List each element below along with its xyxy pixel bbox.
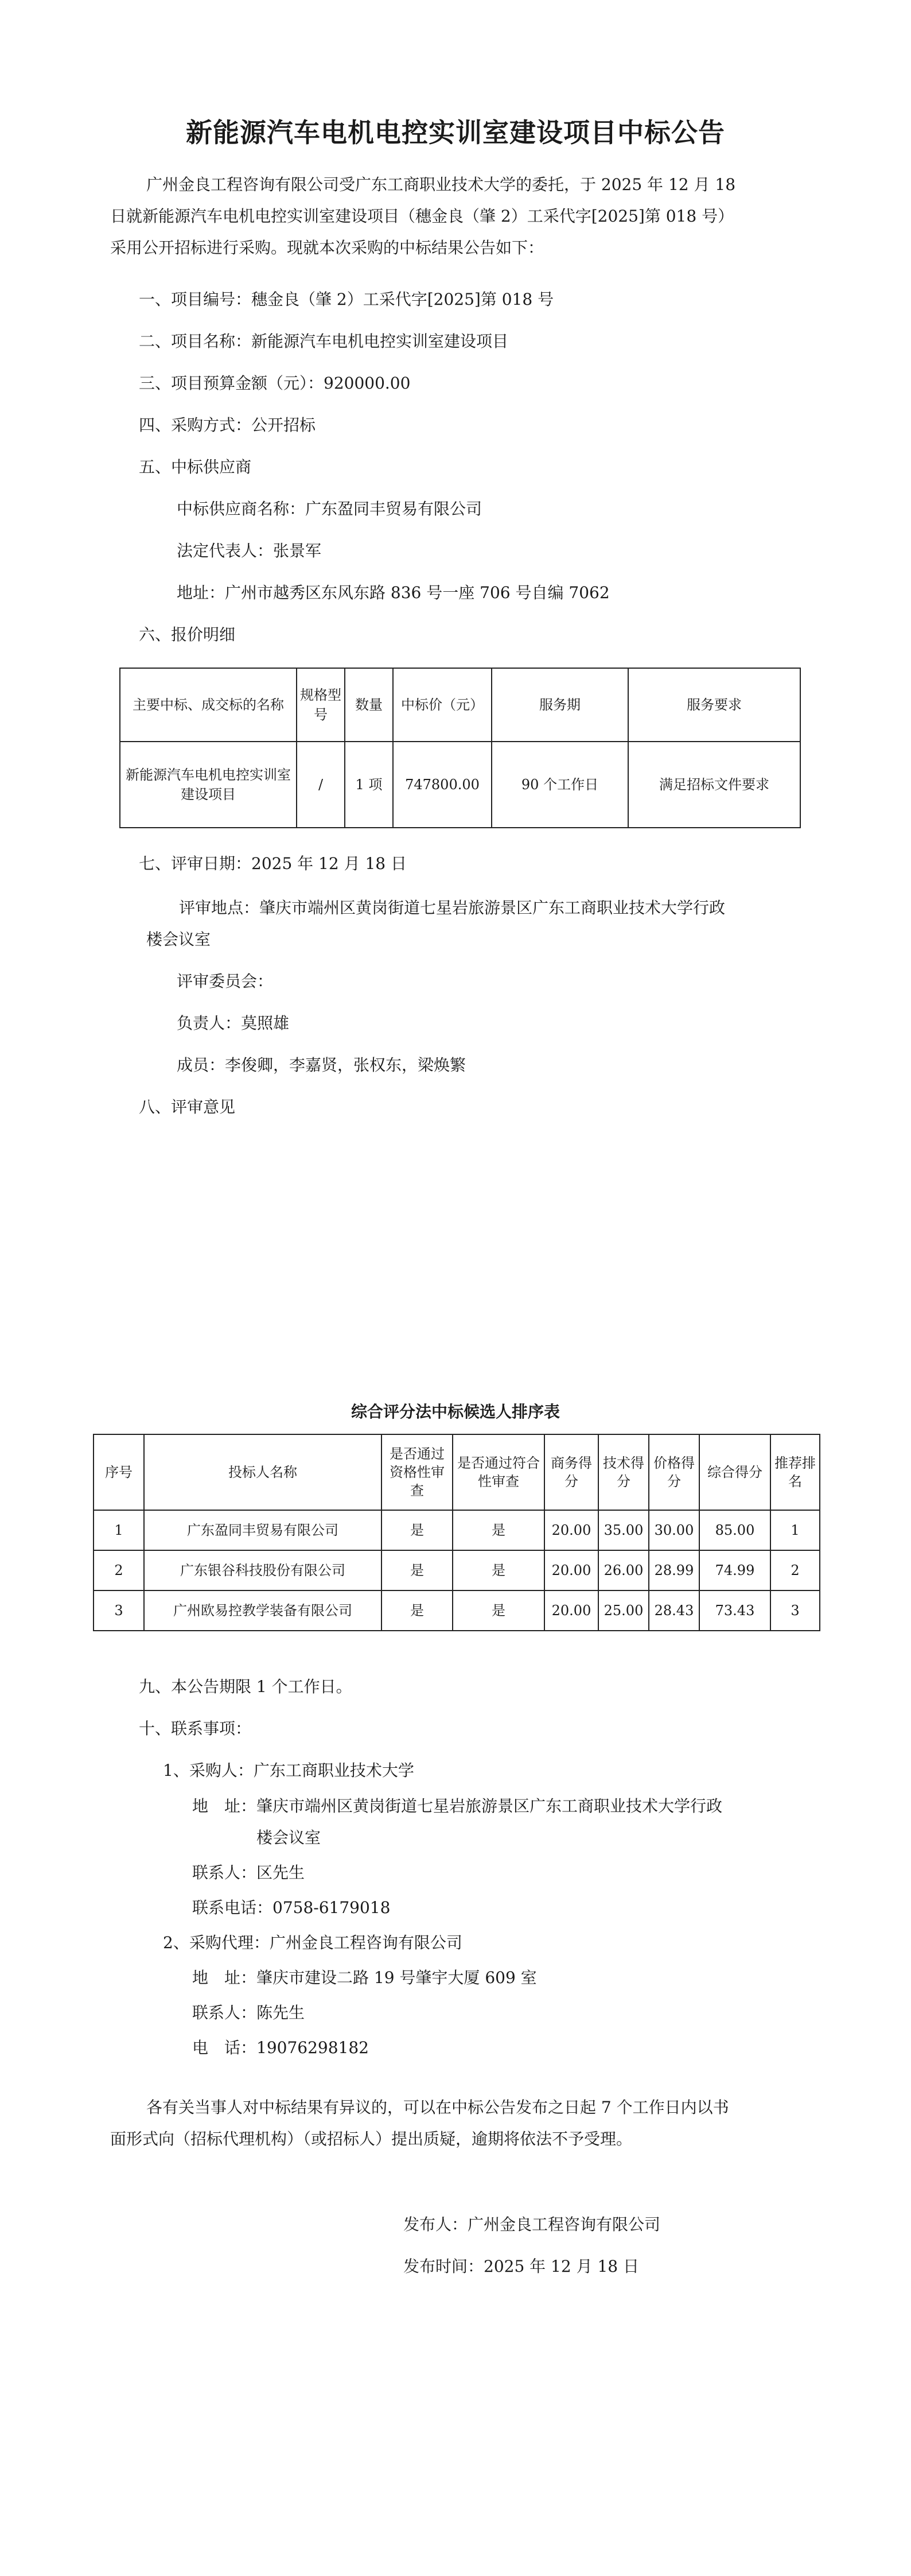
quote-cell-item: 新能源汽车电机电控实训室建设项目	[120, 742, 297, 828]
quote-header-qty: 数量	[345, 668, 393, 742]
ranking-cell: 是	[381, 1550, 453, 1590]
buyer-phone: 联系电话：0758-6179018	[192, 1898, 391, 1917]
ranking-cell: 1	[94, 1510, 144, 1550]
publish-time: 发布时间：2025 年 12 月 18 日	[403, 2257, 640, 2276]
ranking-cell: 广东银谷科技股份有限公司	[144, 1550, 381, 1590]
quote-header-item: 主要中标、成交标的名称	[120, 668, 297, 742]
page-title: 新能源汽车电机电控实训室建设项目中标公告	[186, 117, 725, 148]
publisher: 发布人：广州金良工程咨询有限公司	[403, 2215, 661, 2234]
review-date: 七、评审日期：2025 年 12 月 18 日	[139, 854, 407, 873]
quote-cell-qty: 1 项	[345, 742, 393, 828]
ranking-header-total: 综合得分	[699, 1434, 770, 1510]
buyer-address-label: 地 址：	[192, 1797, 257, 1815]
quote-header-period: 服务期	[492, 668, 628, 742]
ranking-cell: 广东盈同丰贸易有限公司	[144, 1510, 381, 1550]
ranking-cell: 3	[770, 1590, 820, 1631]
table-row	[94, 1590, 820, 1631]
table-row	[120, 742, 800, 828]
ranking-cell: 是	[381, 1590, 453, 1631]
table-row	[94, 1550, 820, 1590]
ranking-cell: 是	[381, 1510, 453, 1550]
ranking-header-qualification: 是否通过资格性审查	[381, 1434, 453, 1510]
buyer-address-line-2: 楼会议室	[256, 1828, 321, 1847]
ranking-header-compliance: 是否通过符合性审查	[453, 1434, 544, 1510]
ranking-table	[93, 1434, 820, 1631]
ranking-cell: 28.43	[649, 1590, 699, 1631]
ranking-header-rank: 推荐排名	[770, 1434, 820, 1510]
quote-table	[119, 668, 801, 828]
project-number: 一、项目编号：穗金良（肇 2）工采代字[2025]第 018 号	[139, 290, 554, 309]
notice-period: 九、本公告期限 1 个工作日。	[139, 1677, 352, 1696]
ranking-header-technical: 技术得分	[598, 1434, 649, 1510]
ranking-cell: 2	[770, 1550, 820, 1590]
review-committee: 评审委员会：	[177, 972, 274, 991]
quote-cell-period: 90 个工作日	[492, 742, 628, 828]
project-name: 二、项目名称：新能源汽车电机电控实训室建设项目	[139, 332, 509, 351]
ranking-cell: 是	[453, 1590, 544, 1631]
ranking-cell: 1	[770, 1510, 820, 1550]
agent-address: 地 址：肇庆市建设二路 19 号肇宇大厦 609 室	[192, 1968, 537, 1987]
ranking-header-price: 价格得分	[649, 1434, 699, 1510]
ranking-table-header	[94, 1434, 820, 1510]
ranking-cell: 广州欧易控教学装备有限公司	[144, 1590, 381, 1631]
ranking-cell: 28.99	[649, 1550, 699, 1590]
table-row	[94, 1510, 820, 1550]
supplier-name: 中标供应商名称：广东盈同丰贸易有限公司	[177, 499, 482, 518]
ranking-cell: 20.00	[544, 1550, 598, 1590]
supplier-heading: 五、中标供应商	[139, 457, 252, 476]
review-opinion-heading: 八、评审意见	[139, 1097, 236, 1116]
agent-phone: 电 话：19076298182	[192, 2038, 369, 2057]
quote-header-spec: 规格型号	[297, 668, 345, 742]
agent-name: 2、采购代理：广州金良工程咨询有限公司	[163, 1933, 462, 1952]
quote-heading: 六、报价明细	[139, 625, 236, 644]
objection-line-2: 面形式向（招标代理机构）（或招标人）提出质疑，逾期将依法不予受理。	[110, 2129, 633, 2148]
review-place-line-2: 楼会议室	[146, 930, 211, 949]
ranking-cell: 是	[453, 1550, 544, 1590]
review-place-line-1: 评审地点：肇庆市端州区黄岗街道七星岩旅游景区广东工商职业技术大学行政	[179, 898, 726, 917]
intro-line-1: 广州金良工程咨询有限公司受广东工商职业技术大学的委托，于 2025 年 12 月 18	[146, 175, 736, 194]
intro-line-2: 日就新能源汽车电机电控实训室建设项目（穗金良（肇 2）工采代字[2025]第 018 号）	[110, 207, 734, 226]
ranking-cell: 73.43	[699, 1590, 770, 1631]
intro-line-3: 采用公开招标进行采购。现就本次采购的中标结果公告如下：	[110, 238, 544, 257]
contact-heading: 十、联系事项：	[139, 1719, 252, 1738]
ranking-cell: 3	[94, 1590, 144, 1631]
review-members: 成员：李俊卿，李嘉贤，张权东，梁焕繁	[177, 1056, 466, 1074]
ranking-cell: 20.00	[544, 1510, 598, 1550]
buyer-name: 1、采购人：广东工商职业技术大学	[163, 1761, 414, 1780]
ranking-header-business: 商务得分	[544, 1434, 598, 1510]
quote-cell-price: 747800.00	[393, 742, 492, 828]
ranking-cell: 2	[94, 1550, 144, 1590]
ranking-cell: 20.00	[544, 1590, 598, 1631]
ranking-cell: 35.00	[598, 1510, 649, 1550]
ranking-cell: 85.00	[699, 1510, 770, 1550]
ranking-cell: 26.00	[598, 1550, 649, 1590]
ranking-cell: 30.00	[649, 1510, 699, 1550]
procurement-method: 四、采购方式：公开招标	[139, 416, 316, 434]
quote-table-header	[120, 668, 800, 742]
quote-header-price: 中标价（元）	[393, 668, 492, 742]
legal-representative: 法定代表人：张景军	[177, 541, 322, 560]
ranking-cell: 74.99	[699, 1550, 770, 1590]
ranking-table-title: 综合评分法中标候选人排序表	[351, 1402, 560, 1421]
ranking-cell: 是	[453, 1510, 544, 1550]
project-budget: 三、项目预算金额（元）：920000.00	[139, 374, 411, 393]
buyer-contact-person: 联系人：区先生	[192, 1863, 305, 1882]
buyer-address-line-1: 肇庆市端州区黄岗街道七星岩旅游景区广东工商职业技术大学行政	[256, 1797, 723, 1815]
objection-line-1: 各有关当事人对中标结果有异议的，可以在中标公告发布之日起 7 个工作日内以书	[146, 2098, 729, 2117]
quote-cell-spec: /	[297, 742, 345, 828]
ranking-header-bidder: 投标人名称	[144, 1434, 381, 1510]
ranking-header-no: 序号	[94, 1434, 144, 1510]
review-leader: 负责人：莫照雄	[177, 1014, 290, 1033]
agent-contact-person: 联系人：陈先生	[192, 2003, 305, 2022]
supplier-address: 地址：广州市越秀区东风东路 836 号一座 706 号自编 7062	[177, 583, 610, 602]
quote-header-requirement: 服务要求	[628, 668, 800, 742]
ranking-cell: 25.00	[598, 1590, 649, 1631]
quote-cell-requirement: 满足招标文件要求	[628, 742, 800, 828]
